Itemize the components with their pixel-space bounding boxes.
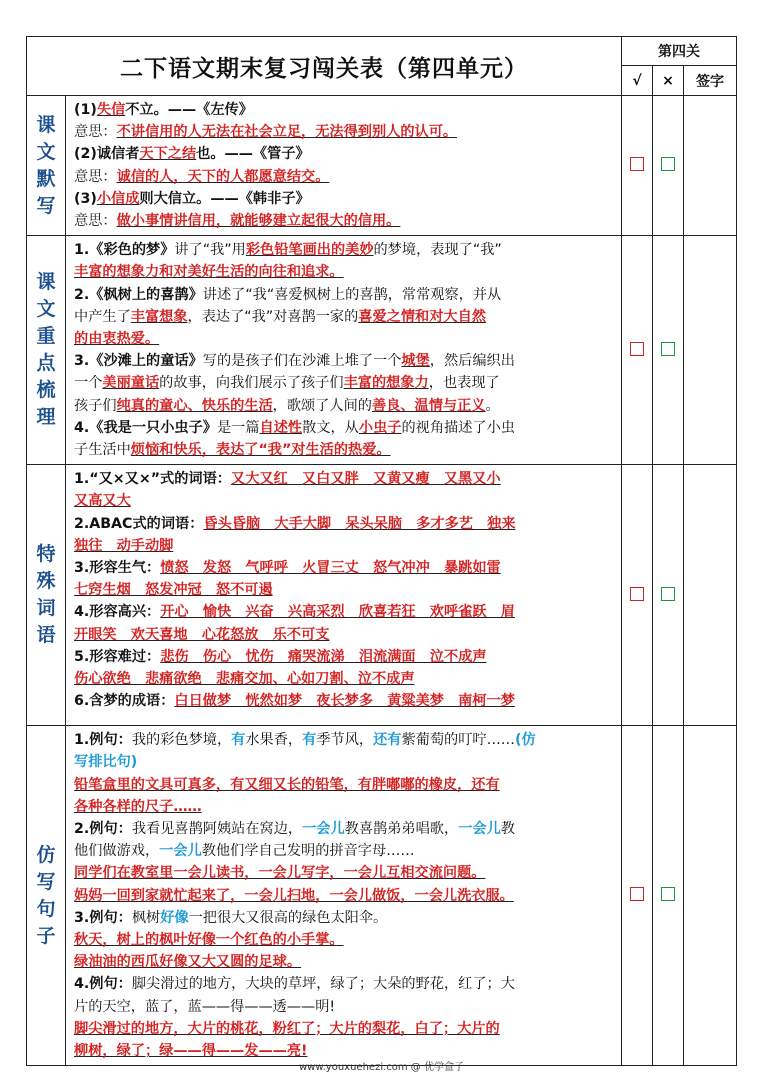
sign-header: 签字: [684, 66, 737, 96]
content-text: 教喜鹊弟弟唱歌，: [344, 821, 459, 838]
content-line: [74, 350, 615, 372]
keyword-text: 还有: [373, 732, 402, 749]
pass-checkbox[interactable]: [630, 587, 644, 601]
answer-text: 丰富想象: [130, 308, 188, 325]
content-line: [74, 417, 615, 439]
section-imitation-row: [27, 726, 737, 1066]
content-text: 意思：: [74, 213, 117, 230]
signature-cell[interactable]: [684, 236, 737, 465]
section-label-char: 词: [36, 597, 56, 620]
content-line: [74, 439, 615, 461]
content-text: 3.例句：: [74, 909, 132, 926]
content-text: 是一篇: [216, 419, 260, 436]
section-label-char: 默: [36, 167, 56, 190]
answer-text: 失信: [96, 102, 126, 118]
answer-text: 善良、温情与正义: [371, 397, 486, 414]
section-label-char: 语: [36, 624, 56, 647]
section-content: [66, 236, 622, 465]
content-text: 2.ABAC式的词语：: [74, 515, 204, 532]
section-label: [27, 465, 66, 726]
footer-watermark: www.youxuehezi.com @ 优学盒子: [299, 1062, 464, 1073]
content-text: 1.“又×又×”式的词语：: [74, 471, 231, 488]
content-line: [74, 557, 615, 579]
fail-checkbox[interactable]: [661, 887, 675, 901]
pass-checkbox[interactable]: [630, 157, 644, 171]
content-line: [74, 668, 615, 690]
section-label-char: 点: [36, 352, 56, 375]
content-line: [74, 535, 615, 557]
content-line: [74, 166, 615, 188]
section-label-char: 特: [36, 543, 56, 566]
content-line: [74, 907, 615, 929]
keyword-text: 一会儿: [458, 821, 501, 838]
content-line: [74, 99, 615, 121]
content-line: [74, 395, 615, 417]
answer-text: 又高又大: [74, 493, 131, 510]
content-text: 讲了“我”用: [174, 242, 246, 259]
content-text: ，也表现了: [428, 375, 500, 392]
content-text: 教他们学自己发明的拼音字母……: [201, 843, 415, 860]
section-label-char: 写: [36, 194, 56, 217]
content-text: 意思：: [74, 168, 117, 185]
fail-checkbox-cell: [653, 726, 684, 1066]
pass-checkbox-cell: [622, 96, 653, 236]
keyword-text: 一会儿: [302, 821, 345, 838]
content-text: 写的是孩子们在沙滩上堆了一个: [202, 353, 402, 370]
content-text: 3.《沙滩上的童话》: [74, 353, 203, 370]
content-text: 中产生了: [74, 308, 131, 325]
answer-text: 诚信的人，天下的人都愿意结交。: [116, 168, 330, 185]
answer-text: 自述性: [259, 419, 303, 436]
answer-text: 独往 动手动脚: [74, 537, 174, 554]
content-text: 脚尖滑过的地方，大块的草坪，绿了；大朵的野花，红了；大: [131, 976, 515, 993]
content-text: 意思：: [74, 124, 117, 141]
content-text: 4.形容高兴：: [74, 604, 161, 621]
answer-text: 各种各样的尺子……: [74, 798, 202, 815]
content-text: 一把很大又很高的绿色太阳伞。: [188, 909, 388, 926]
fail-checkbox[interactable]: [661, 587, 675, 601]
content-text: 孩子们: [74, 397, 117, 414]
content-line: [74, 372, 615, 394]
section-label: [27, 96, 66, 236]
content-text: (3): [74, 190, 97, 207]
fail-checkbox-cell: [653, 236, 684, 465]
content-text: 2.《枫树上的喜鹊》: [74, 286, 203, 303]
section-label-char: 文: [36, 298, 56, 321]
content-text: 散文，从: [302, 419, 359, 436]
content-line: [74, 996, 615, 1018]
keyword-text: (仿: [515, 732, 536, 749]
content-text: 。: [485, 397, 500, 414]
content-line: [74, 646, 615, 668]
keyword-text: 好像: [160, 909, 189, 926]
answer-text: 同学们在教室里一会儿读书，一会儿写字，一会儿互相交流问题。: [74, 865, 486, 882]
cross-header: ×: [653, 66, 684, 96]
answer-text: 小虫子: [358, 419, 402, 436]
answer-text: 小信成: [96, 190, 140, 207]
pass-checkbox[interactable]: [630, 342, 644, 356]
content-line: [74, 840, 615, 862]
content-line: [74, 796, 615, 818]
content-text: 他们做游戏，: [74, 843, 160, 860]
answer-text: 昏头昏脑 大手大脚 呆头呆脑 多才多艺 独来: [203, 515, 516, 532]
pass-checkbox-cell: [622, 465, 653, 726]
section-content: [66, 726, 622, 1066]
section-label-char: 梳: [36, 379, 56, 402]
content-text: 我的彩色梦境，: [131, 732, 232, 749]
title-cell: [27, 37, 622, 96]
signature-cell[interactable]: [684, 96, 737, 236]
pass-checkbox-cell: [622, 726, 653, 1066]
answer-text: 开心 愉快 兴奋 兴高采烈 欣喜若狂 欢呼雀跃 眉: [160, 604, 515, 621]
unit-header: 第四关: [622, 37, 737, 66]
section-label-char: 写: [36, 870, 56, 893]
answer-text: 又大又红 又白又胖 又黄又瘦 又黑又小: [231, 471, 501, 488]
content-text: 枫树: [131, 909, 161, 926]
content-text: 3.形容生气：: [74, 560, 161, 577]
content-text: 6.含梦的成语：: [74, 693, 175, 710]
check-header: √: [622, 66, 653, 96]
content-line: [74, 624, 615, 646]
content-text: 教: [500, 821, 515, 838]
answer-text: 脚尖滑过的地方，大片的桃花，粉红了；大片的梨花，白了；大片的: [74, 1020, 500, 1037]
section-label-char: 课: [36, 113, 56, 136]
section-label-char: 仿: [36, 843, 56, 866]
content-line: [74, 929, 615, 951]
content-line: [74, 729, 615, 751]
content-text: 也。——《管子》: [196, 146, 310, 163]
section-dictation-row: [27, 96, 737, 236]
content-line: [74, 751, 615, 773]
pass-checkbox[interactable]: [630, 887, 644, 901]
content-line: [74, 513, 615, 535]
section-label-char: 句: [36, 897, 56, 920]
fail-checkbox-cell: [653, 96, 684, 236]
answer-text: 天下之结: [139, 146, 197, 163]
content-text: 讲述了“我“喜爱枫树上的喜鹊，常常观察，并从: [202, 286, 502, 303]
content-line: [74, 579, 615, 601]
content-text: 季节风，: [316, 732, 374, 749]
section-key-points-row: [27, 236, 737, 465]
answer-text: 美丽童话: [102, 375, 160, 392]
content-line: [74, 121, 615, 143]
content-line: [74, 490, 615, 512]
answer-text: 丰富的想象力和对美好生活的向往和追求。: [74, 264, 344, 281]
answer-text: 开眼笑 欢天喜地 心花怒放 乐不可支: [74, 626, 330, 643]
content-text: 的梦境，表现了“我”: [373, 242, 502, 259]
answer-text: 不讲信用的人无法在社会立足，无法得到别人的认可。: [116, 124, 458, 141]
content-text: ，歌颂了人间的: [272, 397, 372, 414]
content-text: 1.例句：: [74, 732, 132, 749]
answer-text: 七窍生烟 怒发冲冠 怒不可遏: [74, 582, 273, 599]
answer-text: 的由衷热爱。: [74, 331, 160, 348]
content-text: 的故事，向我们展示了孩子们: [159, 375, 344, 392]
answer-text: 纯真的童心、快乐的生活: [116, 397, 273, 414]
answer-text: 妈妈一回到家就忙起来了，一会儿扫地，一会儿做饭，一会儿洗衣服。: [74, 887, 514, 904]
content-text: 紫葡萄的叮咛……: [401, 732, 515, 749]
content-text: (1): [74, 102, 97, 118]
content-text: 片的天空，蓝了，蓝——得——透——明!: [74, 998, 336, 1015]
fail-checkbox-cell: [653, 465, 684, 726]
fail-checkbox[interactable]: [661, 157, 675, 171]
answer-text: 绿油油的西瓜好像又大又圆的足球。: [74, 954, 302, 971]
signature-cell[interactable]: [684, 726, 737, 1066]
content-line: [74, 143, 615, 165]
content-text: 则大信立。——《韩非子》: [139, 190, 310, 207]
content-line: [74, 973, 615, 995]
answer-text: 丰富的想象力: [343, 375, 429, 392]
content-line: [74, 306, 615, 328]
answer-text: 秋天，树上的枫叶好像一个红色的小手掌。: [74, 932, 344, 949]
page-title: 二下语文期末复习闯关表（第四单元）: [120, 55, 528, 82]
keyword-text: 有: [231, 732, 246, 749]
answer-text: 烦恼和快乐，表达了“我”对生活的热爱。: [130, 442, 391, 459]
content-text: 不立。——《左传》: [125, 102, 253, 118]
section-content: [66, 96, 622, 236]
content-line: [74, 284, 615, 306]
answer-text: 悲伤 伤心 忧伤 痛哭流涕 泪流满面 泣不成声: [160, 648, 487, 665]
answer-text: 城堡: [401, 353, 430, 370]
fail-checkbox[interactable]: [661, 342, 675, 356]
content-text: 4.《我是一只小虫子》: [74, 419, 217, 436]
content-text: 5.形容难过：: [74, 648, 161, 665]
content-line: [74, 1018, 615, 1040]
content-line: [74, 690, 615, 712]
content-text: 一个: [74, 375, 103, 392]
section-label-char: 重: [36, 325, 56, 348]
content-text: 水果香，: [245, 732, 303, 749]
content-text: 子生活中: [74, 442, 131, 459]
content-line: [74, 862, 615, 884]
answer-text: 喜爱之情和对大自然: [358, 308, 486, 325]
content-text: ，表达了“我”对喜鹊一家的: [187, 308, 359, 325]
keyword-text: 写排比句): [74, 754, 138, 771]
section-label-char: 子: [36, 924, 56, 947]
content-line: [74, 818, 615, 840]
signature-cell[interactable]: [684, 465, 737, 726]
content-text: 4.例句：: [74, 976, 132, 993]
content-line: [74, 951, 615, 973]
content-line: [74, 885, 615, 907]
content-text: ，然后编织出: [429, 353, 515, 370]
section-label-char: 文: [36, 140, 56, 163]
review-table: [26, 36, 737, 1066]
section-special-words-row: [27, 465, 737, 726]
content-text: 的视角描述了小虫: [401, 419, 515, 436]
answer-text: 白日做梦 恍然如梦 夜长梦多 黄粱美梦 南柯一梦: [174, 693, 515, 710]
keyword-text: 有: [302, 732, 317, 749]
section-label: [27, 726, 66, 1066]
section-content: [66, 465, 622, 726]
answer-text: 彩色铅笔画出的美妙: [245, 242, 374, 259]
answer-text: 愤怒 发怒 气呼呼 火冒三丈 怒气冲冲 暴跳如雷: [160, 560, 501, 577]
content-line: [74, 239, 615, 261]
section-label-char: 课: [36, 271, 56, 294]
content-line: [74, 601, 615, 623]
content-text: 2.例句：: [74, 821, 132, 838]
section-label-char: 殊: [36, 570, 56, 593]
content-line: [74, 210, 615, 232]
content-line: [74, 328, 615, 350]
answer-text: 伤心欲绝 悲痛欲绝 悲痛交加、心如刀割、泣不成声: [74, 671, 415, 688]
content-text: 我看见喜鹊阿姨站在窝边，: [131, 821, 303, 838]
content-text: 1.《彩色的梦》: [74, 242, 175, 259]
answer-text: 做小事情讲信用，就能够建立起很大的信用。: [116, 213, 401, 230]
pass-checkbox-cell: [622, 236, 653, 465]
answer-text: 铅笔盒里的文具可真多，有又细又长的铅笔，有胖嘟嘟的橡皮，还有: [74, 776, 500, 793]
content-line: [74, 188, 615, 210]
section-label-char: 理: [36, 406, 56, 429]
content-text: (2)诚信者: [74, 146, 140, 163]
answer-text: 柳树，绿了；绿——得——发——亮!: [74, 1043, 308, 1060]
content-line: [74, 468, 615, 490]
section-label: [27, 236, 66, 465]
keyword-text: 一会儿: [159, 843, 202, 860]
content-line: [74, 774, 615, 796]
content-line: [74, 261, 615, 283]
